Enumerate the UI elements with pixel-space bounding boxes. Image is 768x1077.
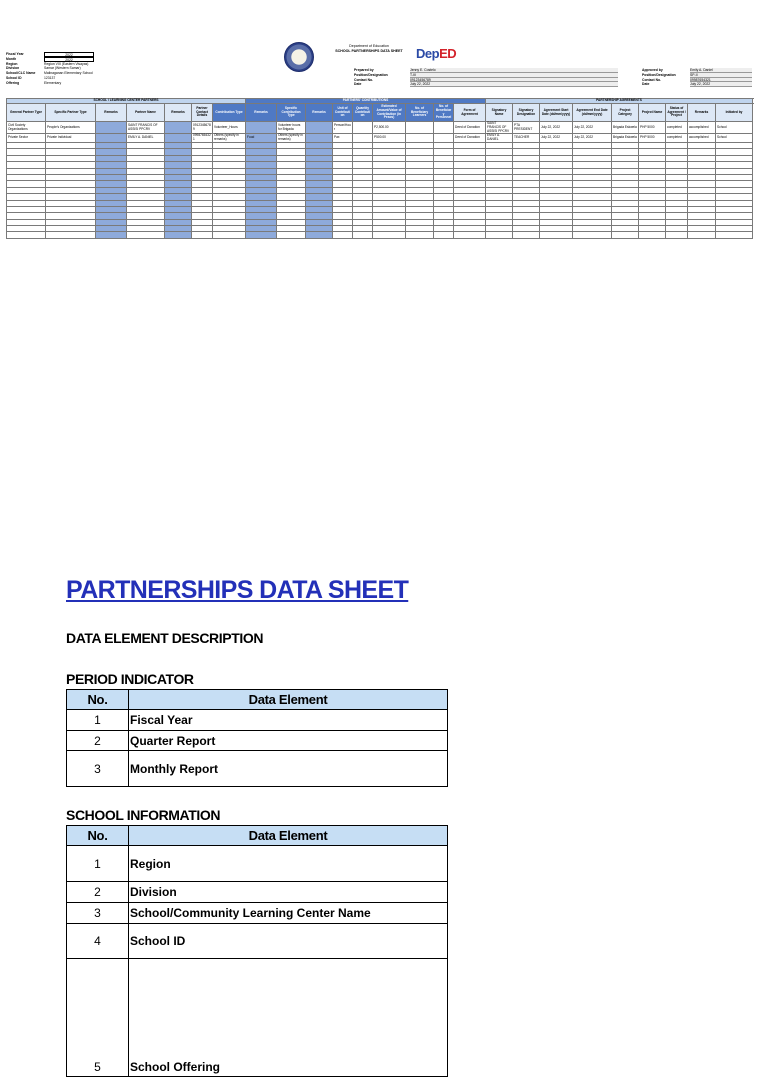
row-no: 1 bbox=[67, 846, 129, 882]
document-title: PARTNERSHIPS DATA SHEET bbox=[66, 576, 409, 604]
table-cell bbox=[277, 232, 306, 238]
column-header-row bbox=[7, 104, 753, 122]
school-info-header bbox=[6, 52, 126, 86]
table-cell bbox=[246, 122, 277, 134]
header-field-label: Contact No. bbox=[354, 77, 374, 82]
table-header-row bbox=[67, 690, 448, 710]
table-cell bbox=[406, 232, 434, 238]
table-cell: Others (specify in remarks) bbox=[213, 134, 246, 143]
header-field-value: Jenny E. Costelo bbox=[410, 68, 618, 73]
row-element: Division bbox=[129, 882, 448, 903]
column-header: Contribution Type bbox=[213, 104, 246, 122]
header-field-value: Malinaganan Elementary School bbox=[44, 71, 93, 76]
column-header: Remarks bbox=[688, 104, 716, 122]
column-header: Project Category bbox=[612, 104, 639, 122]
table-row bbox=[7, 232, 753, 238]
header-field-label: Contact No. bbox=[642, 77, 662, 82]
column-header: Remarks bbox=[246, 104, 277, 122]
table-row bbox=[67, 882, 448, 903]
header-field-value: SP-II bbox=[690, 73, 752, 78]
table-cell: Person/Hour bbox=[333, 122, 353, 134]
header-field-label: Approved by bbox=[642, 68, 663, 72]
section-title-period-indicator: PERIOD INDICATOR bbox=[66, 671, 194, 687]
row-element: Fiscal Year bbox=[129, 710, 448, 731]
row-element: Region bbox=[129, 846, 448, 882]
table-cell bbox=[96, 122, 127, 134]
department-name: Department of Education bbox=[349, 44, 389, 48]
row-no: 2 bbox=[67, 882, 129, 903]
table-cell: Deed of Donation bbox=[454, 122, 486, 134]
row-no: 3 bbox=[67, 751, 129, 787]
table-cell bbox=[434, 232, 454, 238]
table-cell: Volunteer_Hours bbox=[213, 122, 246, 134]
header-field-value: July 22, 2022 bbox=[690, 82, 752, 87]
sheet-title: SCHOOL PARTNERSHIPS DATA SHEET bbox=[335, 49, 403, 53]
table-cell bbox=[612, 232, 639, 238]
table-cell bbox=[540, 232, 573, 238]
column-header: Estimated Amount/Value of Contribution (in Pesos) bbox=[373, 104, 406, 122]
column-header: No. of Beneficiary Personnel bbox=[434, 104, 454, 122]
row-element: School/Community Learning Center Name bbox=[129, 903, 448, 924]
table-row bbox=[7, 134, 753, 143]
header-field-value: Emily A. Daniel bbox=[690, 68, 752, 73]
column-header: Signatory Designation bbox=[513, 104, 540, 122]
table-cell bbox=[716, 232, 753, 238]
table-cell: SAINT FRANCIS OF ASSISI PPCRV bbox=[127, 122, 165, 134]
deped-seal-icon bbox=[284, 42, 314, 72]
table-cell: 09987654321 bbox=[193, 133, 211, 142]
department-heading bbox=[324, 44, 414, 54]
table-cell bbox=[666, 232, 688, 238]
partnerships-data-sheet bbox=[6, 38, 752, 270]
table-row bbox=[67, 846, 448, 882]
row-no: 3 bbox=[67, 903, 129, 924]
table-cell: Pax bbox=[333, 134, 353, 143]
header-field-label: Position/Designation bbox=[642, 72, 676, 77]
table-cell: Others (specify in remarks) bbox=[277, 134, 306, 143]
approved-by-block bbox=[642, 68, 752, 87]
table-cell: School bbox=[716, 122, 753, 134]
table-cell: P500.00 bbox=[373, 134, 406, 143]
header-field-value: Samar (Western Samar) bbox=[44, 66, 81, 71]
period-indicator-table bbox=[66, 689, 448, 787]
header-field-label: School ID bbox=[6, 75, 22, 80]
column-header: Project Name bbox=[639, 104, 666, 122]
column-header: Quantity Contribution bbox=[353, 104, 373, 122]
header-no: No. bbox=[67, 690, 129, 710]
header-field-value: 123137 bbox=[44, 75, 56, 80]
table-cell bbox=[46, 232, 96, 238]
table-row bbox=[67, 959, 448, 1077]
table-cell bbox=[246, 232, 277, 238]
prepared-by-block bbox=[354, 68, 618, 87]
header-data-element: Data Element bbox=[129, 690, 448, 710]
table-cell bbox=[406, 122, 434, 134]
table-cell: PTA PRESIDENT bbox=[513, 122, 540, 134]
table-cell bbox=[353, 122, 373, 134]
table-cell bbox=[688, 232, 716, 238]
partnerships-table bbox=[6, 98, 753, 239]
column-header: Status of Agreement / Project bbox=[666, 104, 688, 122]
table-row bbox=[67, 751, 448, 787]
header-field-label: Region bbox=[6, 61, 18, 66]
table-cell: completed bbox=[666, 134, 688, 143]
table-cell bbox=[333, 232, 353, 238]
table-cell: EMILY A. DANIEL bbox=[127, 134, 165, 143]
table-cell: School bbox=[716, 134, 753, 143]
header-field-value: 2022 bbox=[44, 57, 94, 62]
table-cell bbox=[192, 232, 213, 238]
table-cell bbox=[306, 232, 333, 238]
table-cell: Brigada Eskwela bbox=[612, 122, 639, 134]
header-data-element: Data Element bbox=[129, 826, 448, 846]
table-row bbox=[7, 122, 753, 134]
table-cell: People's Organizations bbox=[46, 122, 96, 134]
header-field-value: Region VIII (Eastern Visayas) bbox=[44, 61, 89, 66]
header-field-label: Prepared by bbox=[354, 68, 374, 72]
table-cell: accomplished bbox=[688, 122, 716, 134]
table-cell bbox=[96, 134, 127, 143]
column-header: Remarks bbox=[306, 104, 333, 122]
column-header: Remarks bbox=[165, 104, 192, 122]
table-cell: accomplished bbox=[688, 134, 716, 143]
table-row bbox=[67, 710, 448, 731]
header-field-label: School/CLC Name bbox=[6, 71, 36, 76]
column-header: Partner Contact Details bbox=[192, 104, 213, 122]
document-subtitle: DATA ELEMENT DESCRIPTION bbox=[66, 630, 264, 646]
table-cell bbox=[406, 134, 434, 143]
table-cell bbox=[513, 232, 540, 238]
column-header: No. of Beneficiary Learners bbox=[406, 104, 434, 122]
table-row bbox=[67, 924, 448, 959]
column-header: Unit of Contribution bbox=[333, 104, 353, 122]
table-cell: Private Individual bbox=[46, 134, 96, 143]
table-cell bbox=[353, 232, 373, 238]
row-element: School Offering bbox=[129, 959, 448, 1077]
table-cell bbox=[639, 232, 666, 238]
group-header-row bbox=[7, 99, 753, 104]
deped-logo bbox=[416, 46, 456, 61]
table-cell: July 22, 2022 bbox=[573, 122, 612, 134]
table-cell: Deed of Donation bbox=[454, 134, 486, 143]
table-row bbox=[67, 903, 448, 924]
table-cell: July 22, 2022 bbox=[540, 134, 573, 143]
row-element: Quarter Report bbox=[129, 731, 448, 751]
table-cell: Civil Society Organizations bbox=[7, 122, 46, 134]
table-cell: Brigada Eskwela bbox=[612, 134, 639, 143]
header-no: No. bbox=[67, 826, 129, 846]
table-cell bbox=[373, 232, 406, 238]
header-field-label: Date bbox=[354, 82, 362, 87]
table-cell bbox=[213, 232, 246, 238]
header-field-label: Offering bbox=[6, 80, 20, 85]
header-field bbox=[6, 81, 126, 86]
row-no: 2 bbox=[67, 731, 129, 751]
deped-logo-part-a: Dep bbox=[416, 46, 440, 61]
table-cell bbox=[573, 232, 612, 238]
header-field-label: Date bbox=[642, 82, 650, 87]
table-cell: Food bbox=[246, 134, 277, 143]
table-cell: Private Sector bbox=[7, 134, 46, 143]
table-cell: EMILY A. DANIEL bbox=[486, 134, 513, 143]
table-cell bbox=[127, 232, 165, 238]
table-cell bbox=[306, 134, 333, 143]
header-field-label: Division bbox=[6, 66, 20, 71]
header-field-value: 2022 bbox=[44, 52, 94, 57]
header-field-value: July 22, 2022 bbox=[410, 82, 618, 87]
group-header: PARTNERSHIP AGREEMENTS bbox=[486, 99, 753, 104]
column-header: General Partner Type bbox=[7, 104, 46, 122]
column-header: Initiated by bbox=[716, 104, 753, 122]
header-field-label: Month bbox=[6, 56, 17, 61]
table-cell: PHP 5000 bbox=[639, 122, 666, 134]
header-field-value: 09123456789 bbox=[410, 78, 618, 83]
table-cell: PHP 5000 bbox=[639, 134, 666, 143]
table-cell bbox=[434, 134, 454, 143]
header-field-label: Fiscal Year bbox=[6, 52, 24, 56]
row-no: 5 bbox=[67, 959, 129, 1077]
table-row bbox=[67, 731, 448, 751]
section-title-school-information: SCHOOL INFORMATION bbox=[66, 807, 221, 823]
row-no: 1 bbox=[67, 710, 129, 731]
table-cell bbox=[353, 134, 373, 143]
header-field-label: Position/Designation bbox=[354, 72, 388, 77]
table-cell: SAINT FRANCIS OF ASSISI PPCRV bbox=[486, 122, 513, 134]
table-cell bbox=[306, 122, 333, 134]
school-information-table bbox=[66, 825, 448, 1077]
table-cell: completed bbox=[666, 122, 688, 134]
column-header: Specific Contribution Type bbox=[277, 104, 306, 122]
row-element: Monthly Report bbox=[129, 751, 448, 787]
table-cell: TEACHER bbox=[513, 134, 540, 143]
column-header: Form of Agreement bbox=[454, 104, 486, 122]
table-cell: P2,500.00 bbox=[373, 122, 406, 134]
column-header: Partner Name bbox=[127, 104, 165, 122]
column-header: Signatory Name bbox=[486, 104, 513, 122]
header-field-value: 09987654321 bbox=[690, 78, 752, 83]
group-header: PARTNERS' CONTRIBUTIONS bbox=[246, 99, 486, 104]
header-field bbox=[642, 82, 752, 87]
header-field bbox=[354, 82, 618, 87]
table-cell bbox=[96, 232, 127, 238]
table-cell bbox=[7, 232, 46, 238]
table-cell bbox=[165, 122, 192, 134]
header-field-value: T-III bbox=[410, 73, 618, 78]
deped-logo-part-b: ED bbox=[439, 46, 457, 61]
table-cell bbox=[165, 232, 192, 238]
table-cell: Volunteer hours for Brigada bbox=[277, 122, 306, 134]
table-cell bbox=[165, 134, 192, 143]
row-element: School ID bbox=[129, 924, 448, 959]
header-field-value: Elementary bbox=[44, 80, 62, 85]
group-header: SCHOOL / LEARNING CENTER PARTNERS bbox=[7, 99, 246, 104]
table-cell bbox=[434, 122, 454, 134]
column-header: Specific Partner Type bbox=[46, 104, 96, 122]
column-header: Agreement End Date (dd/mm/yyyy) bbox=[573, 104, 612, 122]
column-header: Remarks bbox=[96, 104, 127, 122]
table-cell: 09123456789 bbox=[192, 122, 213, 134]
row-no: 4 bbox=[67, 924, 129, 959]
table-cell: July 22, 2022 bbox=[573, 134, 612, 143]
column-header: Agreement Start Date (dd/mm/yyyy) bbox=[540, 104, 573, 122]
table-header-row bbox=[67, 826, 448, 846]
table-cell bbox=[486, 232, 513, 238]
table-cell: July 22, 2022 bbox=[540, 122, 573, 134]
table-cell bbox=[454, 232, 486, 238]
